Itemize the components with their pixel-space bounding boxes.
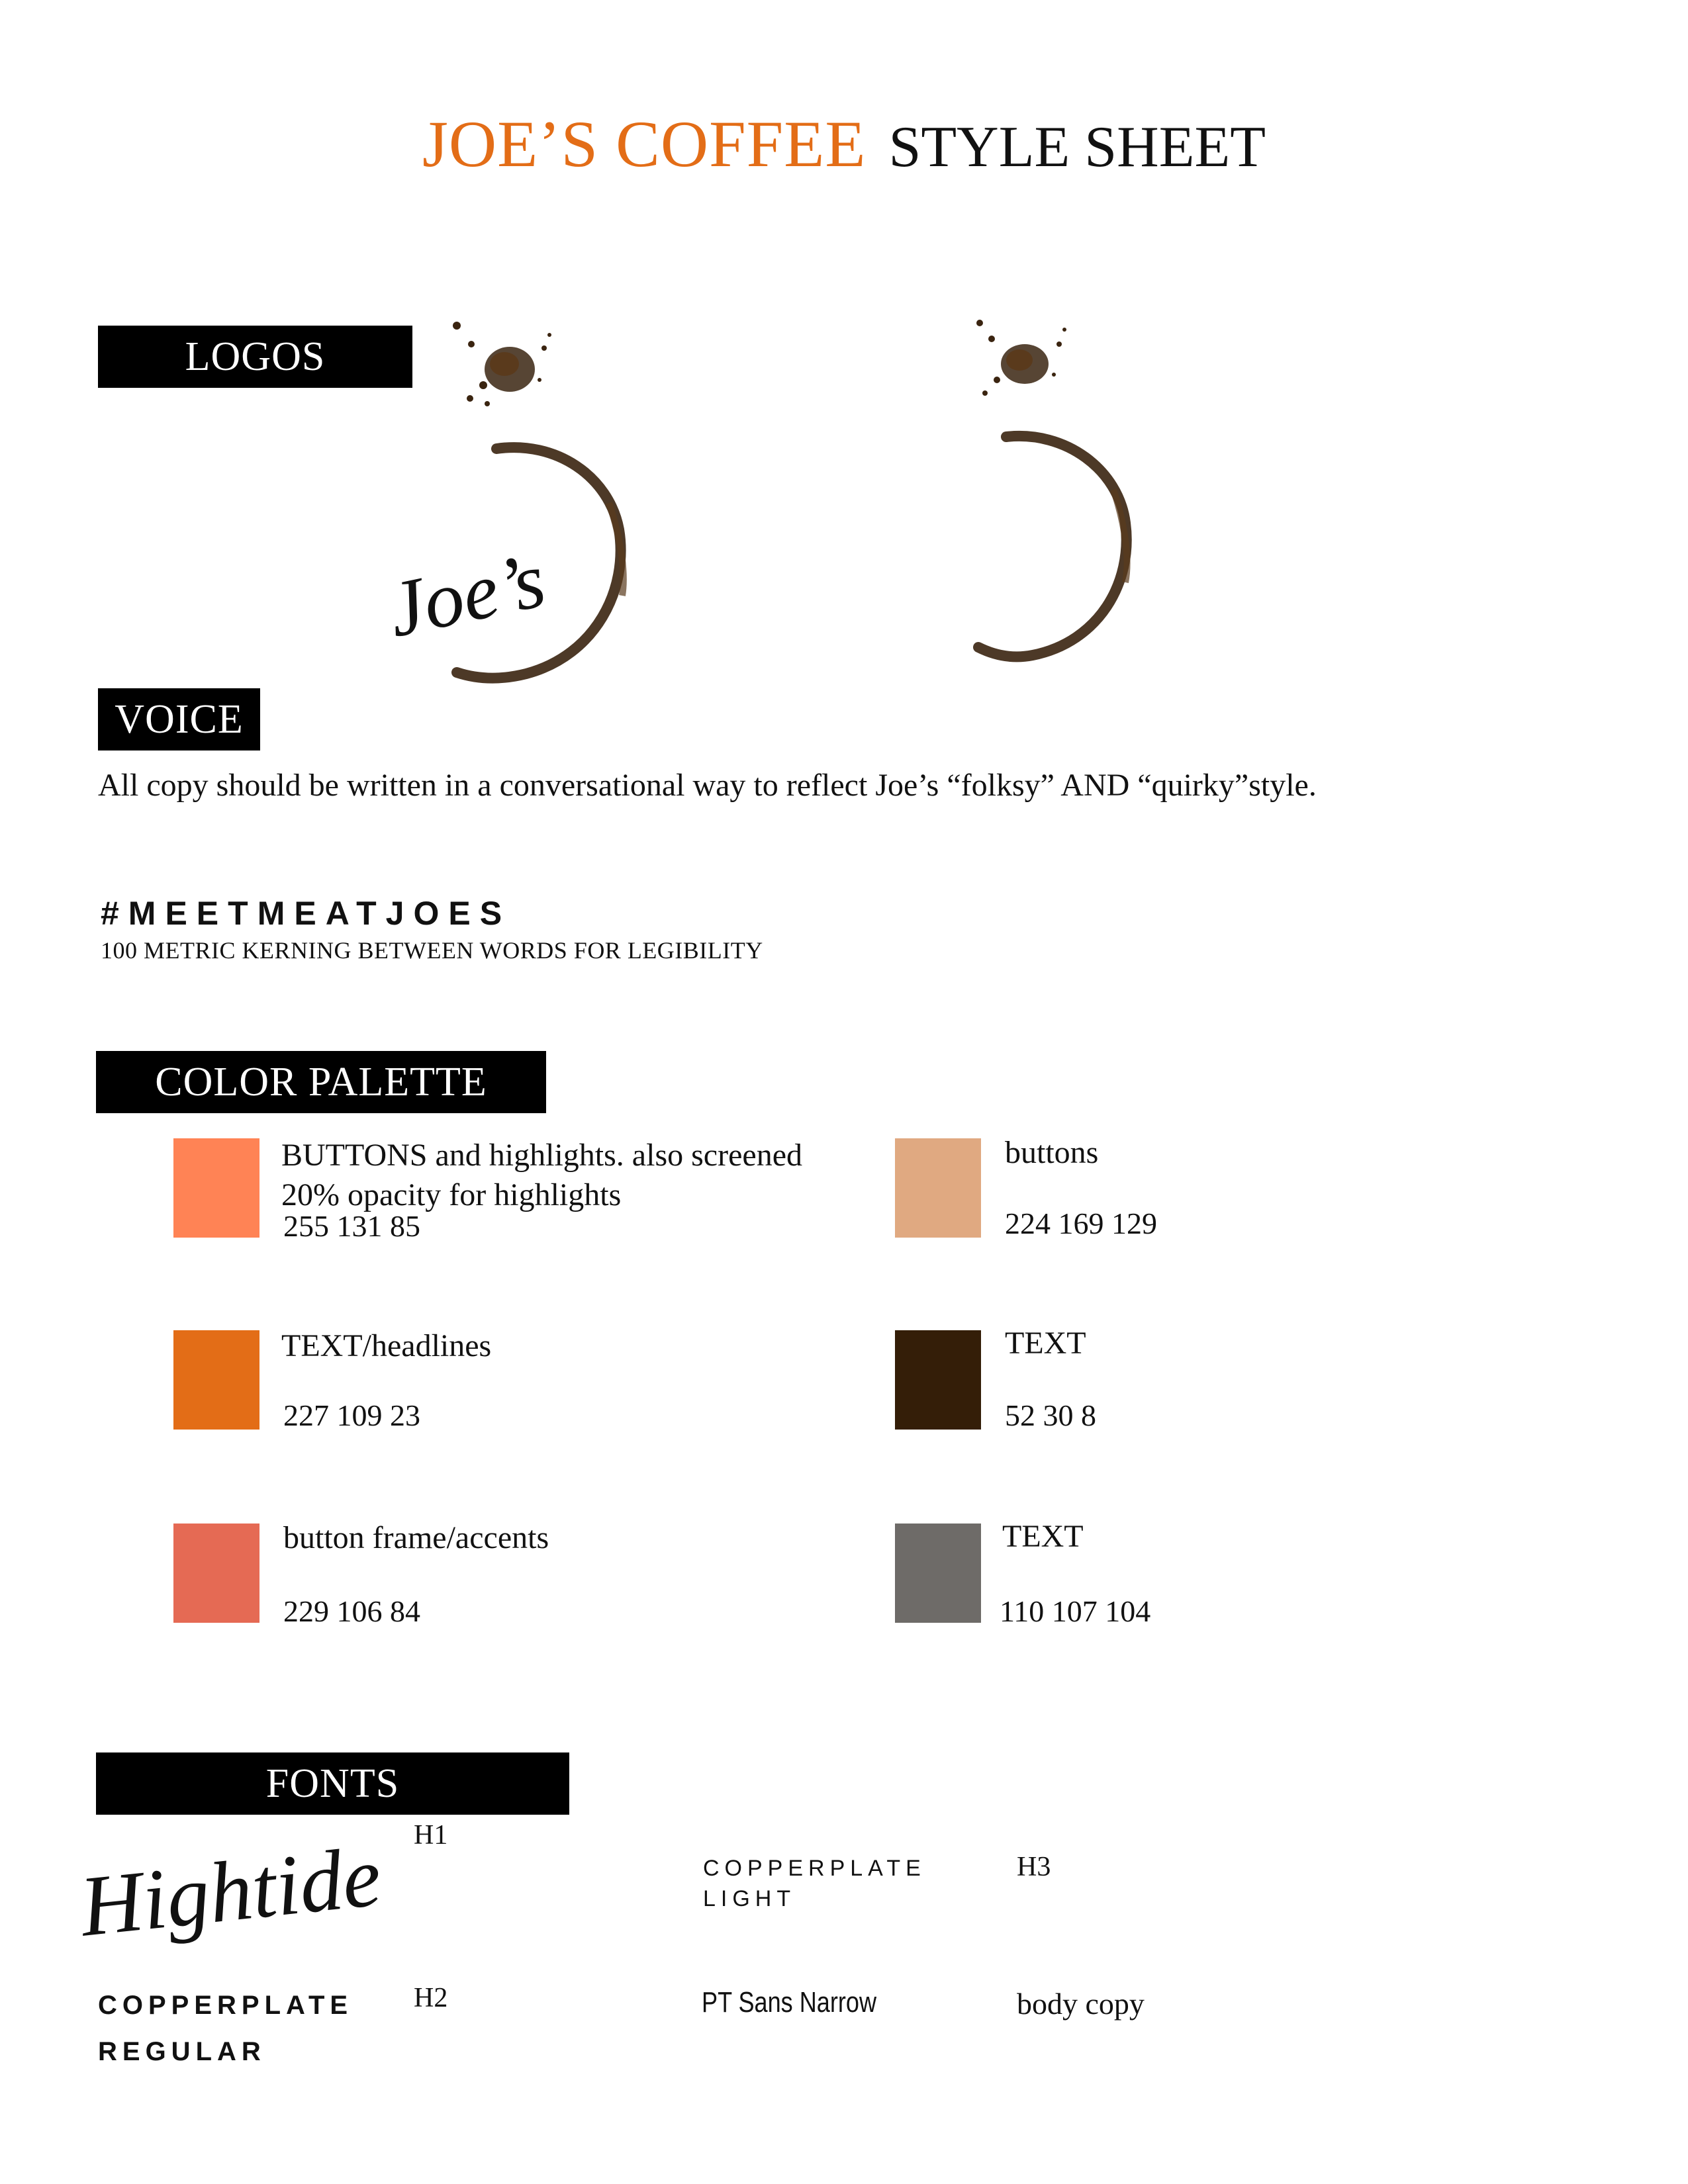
copperplate-regular-line2: REGULAR bbox=[98, 2037, 266, 2066]
logo-with-wordmark bbox=[357, 311, 702, 735]
section-header-color-palette-label: COLOR PALETTE bbox=[155, 1060, 487, 1105]
title-brand: JOE’S COFFEE bbox=[422, 107, 867, 181]
title-rest: STYLE SHEET bbox=[888, 115, 1266, 179]
font-body-copy-label: body copy bbox=[1017, 1987, 1145, 2021]
hashtag: #MEETMEATJOES bbox=[101, 895, 512, 932]
swatch-6-rgb: 110 107 104 bbox=[1000, 1594, 1151, 1628]
logo-stain-only bbox=[907, 311, 1251, 735]
section-header-fonts bbox=[96, 1752, 569, 1815]
swatch-5-rgb: 229 106 84 bbox=[283, 1594, 420, 1628]
swatch-4-rgb: 52 30 8 bbox=[1005, 1398, 1096, 1432]
swatch-6 bbox=[895, 1524, 981, 1623]
swatch-3-rgb: 227 109 23 bbox=[283, 1398, 420, 1432]
pt-sans-narrow-sample: PT Sans Narrow bbox=[702, 1986, 877, 2019]
logo-script-text: Joe’s bbox=[380, 535, 553, 654]
coffee-stain-icon bbox=[357, 311, 702, 735]
swatch-1 bbox=[173, 1138, 259, 1238]
swatch-4-label: TEXT bbox=[1005, 1326, 1086, 1361]
font-h2-label: H2 bbox=[414, 1983, 448, 2013]
swatch-4 bbox=[895, 1330, 981, 1430]
font-h3-label: H3 bbox=[1017, 1852, 1051, 1882]
swatch-2-label: buttons bbox=[1005, 1135, 1099, 1170]
copperplate-light-line1: COPPERPLATE bbox=[703, 1856, 926, 1881]
swatch-3-label: TEXT/headlines bbox=[281, 1328, 492, 1363]
section-header-fonts-label: FONTS bbox=[265, 1761, 400, 1806]
swatch-5-label: button frame/accents bbox=[283, 1520, 549, 1555]
swatch-1-label: BUTTONS and highlights. also screened 20% opacity for highlights bbox=[281, 1138, 803, 1212]
swatch-5 bbox=[173, 1524, 259, 1623]
swatch-2-rgb: 224 169 129 bbox=[1005, 1206, 1157, 1240]
swatch-6-label: TEXT bbox=[1002, 1519, 1084, 1554]
copperplate-regular-line1: COPPERPLATE bbox=[98, 1991, 353, 2020]
swatch-2 bbox=[895, 1138, 981, 1238]
section-header-voice bbox=[98, 688, 260, 751]
section-header-voice-label: VOICE bbox=[115, 697, 244, 742]
voice-description: All copy should be written in a conversational way to reflect Joe’s “folksy” AND “quirky”style. bbox=[98, 768, 1317, 803]
hightide-font-sample bbox=[66, 1813, 410, 1959]
font-h1-label: H1 bbox=[414, 1820, 448, 1850]
swatch-3 bbox=[173, 1330, 259, 1430]
section-header-logos-label: LOGOS bbox=[185, 334, 326, 379]
section-header-color-palette bbox=[96, 1051, 546, 1113]
page-title bbox=[0, 107, 1688, 181]
coffee-stain-icon bbox=[907, 311, 1251, 735]
hashtag-note: 100 METRIC KERNING BETWEEN WORDS FOR LEGIBILITY bbox=[101, 937, 763, 964]
hightide-sample-text: Hightide bbox=[75, 1828, 386, 1955]
copperplate-light-line2: LIGHT bbox=[703, 1886, 796, 1911]
swatch-1-rgb: 255 131 85 bbox=[283, 1209, 420, 1243]
